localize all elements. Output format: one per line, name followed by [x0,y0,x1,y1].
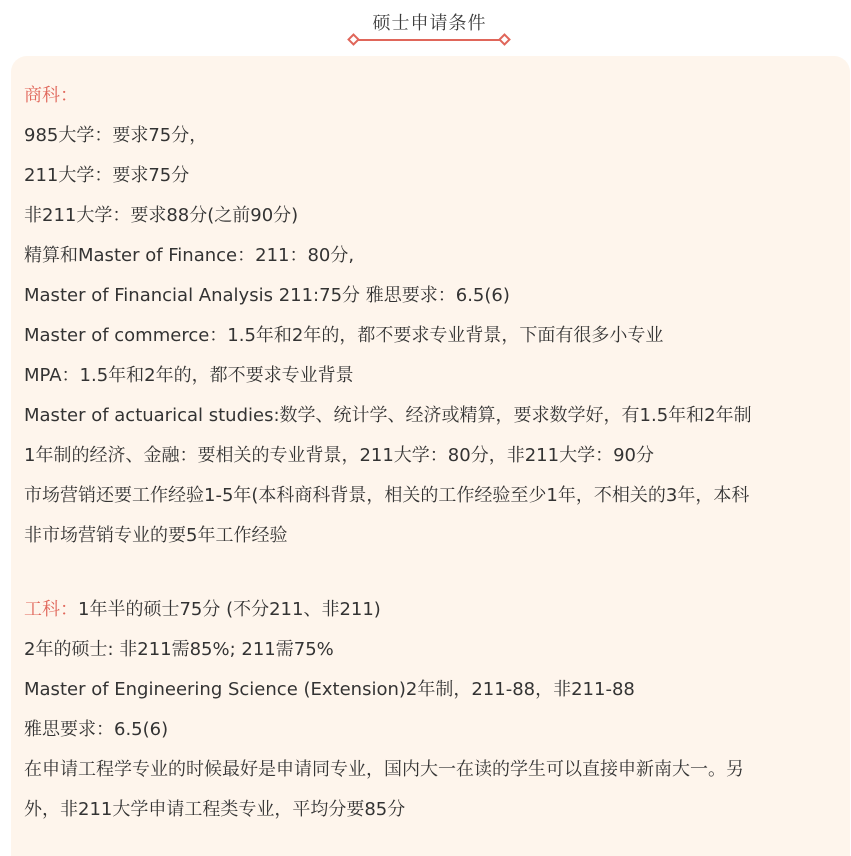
engineering-line: 在申请工程学专业的时候最好是申请同专业，国内大一在读的学生可以直接申新南大一。另 [24,759,744,780]
engineering-heading-text: 1年半的硕士75分 (不分211、非211) [78,599,381,620]
engineering-first-line [24,590,850,630]
business-line: Master of commerce：1.5年和2年的，都不要求专业背景，下面有很多小专业 [24,325,664,346]
business-heading: 商科： [24,85,78,106]
page-title: 硕士申请条件 [372,13,487,34]
title-underline-decoration [347,33,511,47]
engineering-line: 雅思要求：6.5(6) [24,719,169,740]
section-header [0,0,851,56]
section-spacer [24,556,850,590]
engineering-heading: 工科： [24,599,78,620]
business-line: 非市场营销专业的要5年工作经验 [24,525,288,546]
business-line: 精算和Master of Finance：211：80分, [24,245,355,266]
engineering-line: 外，非211大学申请工程类专业，平均分要85分 [24,799,406,820]
engineering-line: Master of Engineering Science (Extension)2年制，211-88，非211-88 [24,679,635,700]
business-line: 1年制的经济、金融：要相关的专业背景，211大学：80分，非211大学：90分 [24,445,654,466]
business-line: 985大学：要求75分， [24,125,208,146]
engineering-line: 2年的硕士: 非211需85%; 211需75% [24,639,334,660]
business-line: 市场营销还要工作经验1-5年(本科商科背景，相关的工作经验至少1年，不相关的3年，本科 [24,485,750,506]
business-line: 非211大学：要求88分(之前90分) [24,205,299,226]
business-line: MPA：1.5年和2年的，都不要求专业背景 [24,365,354,386]
business-line: Master of Financial Analysis 211:75分 雅思要求：6.5(6) [24,285,510,306]
requirements-content [24,76,850,830]
business-line: 211大学：要求75分 [24,165,190,186]
business-line: Master of actuarical studies:数学、统计学、经济或精算，要求数学好，有1.5年和2年制 [24,405,752,426]
